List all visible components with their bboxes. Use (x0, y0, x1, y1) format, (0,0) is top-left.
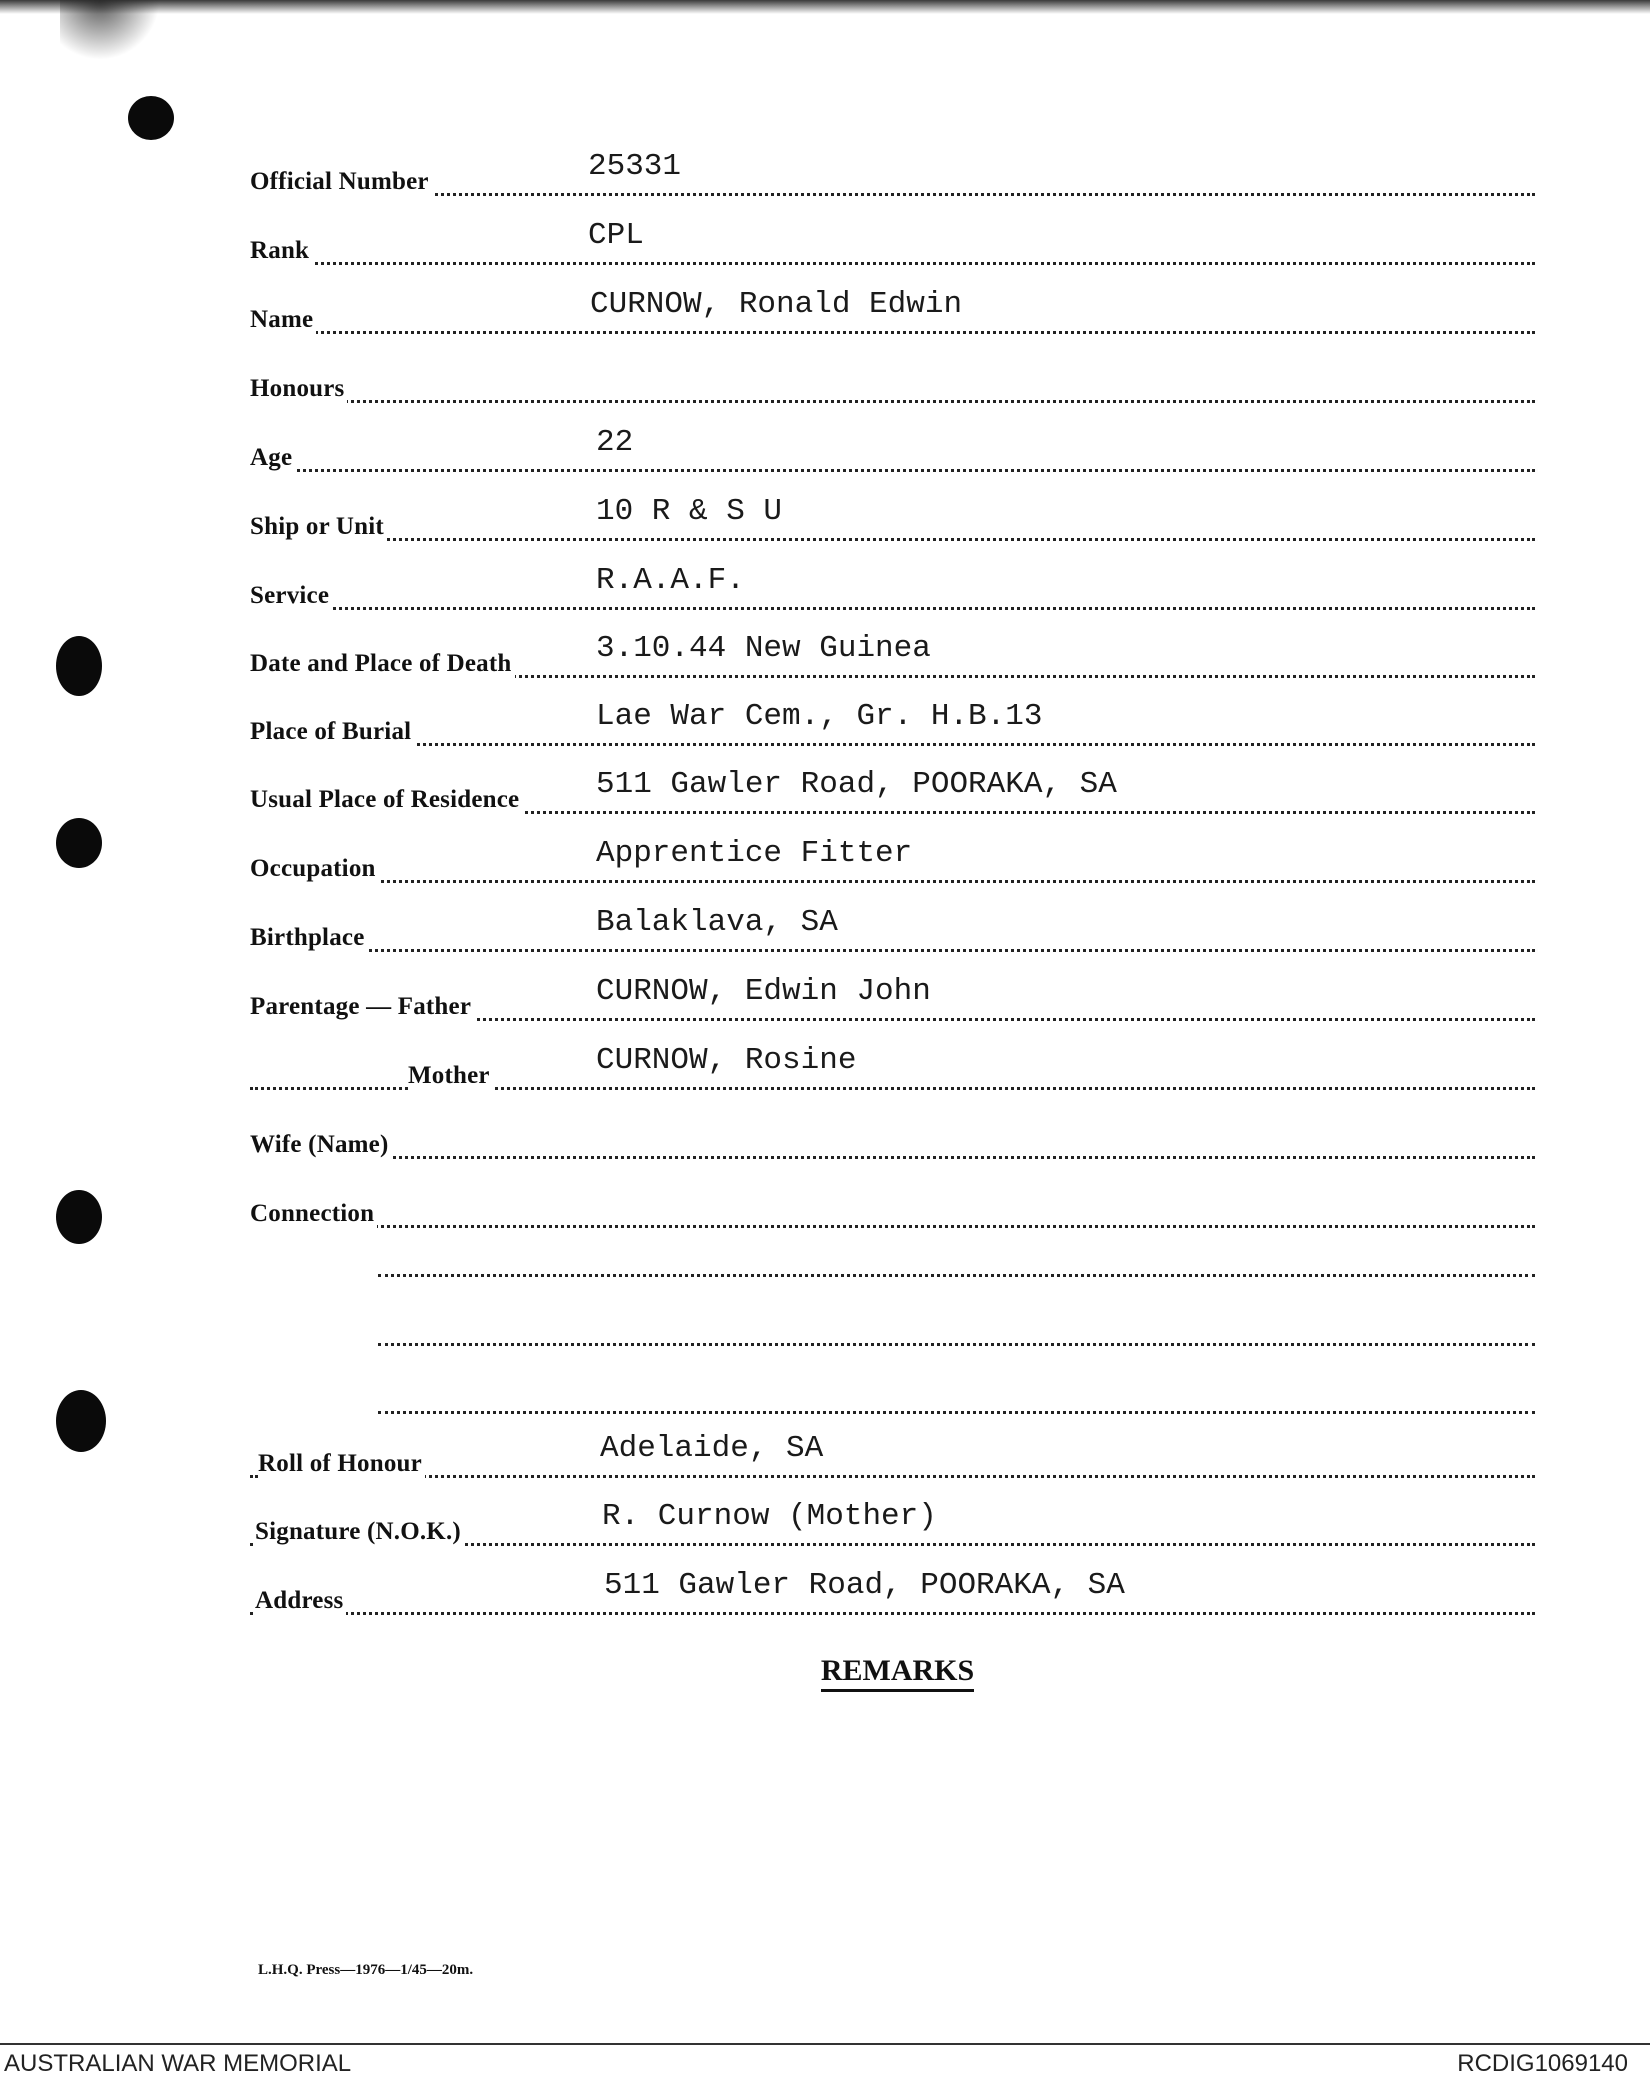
field-honours (250, 347, 1535, 407)
field-birthplace (250, 896, 1535, 956)
field-label: Address (255, 1587, 346, 1615)
dotted-line (250, 743, 1535, 746)
field-value: CPL (588, 218, 644, 253)
remarks-title: REMARKS (821, 1654, 974, 1692)
field-label: Signature (N.O.K.) (255, 1518, 464, 1546)
field-value: 25331 (588, 149, 682, 184)
field-label: Date and Place of Death (250, 650, 515, 678)
dotted-line (250, 1612, 1535, 1615)
field-label: Parentage — Father (250, 993, 474, 1021)
field-value: 3.10.44 New Guinea (596, 631, 931, 666)
field-value: 511 Gawler Road, POORAKA, SA (596, 767, 1117, 802)
field-label: Rank (250, 237, 312, 265)
field-label: Honours (250, 375, 347, 403)
field-usual-residence (250, 758, 1535, 818)
field-label: Connection (250, 1200, 377, 1228)
field-label: Name (250, 306, 316, 334)
dotted-line (250, 1475, 1535, 1478)
field-value: R.A.A.F. (596, 563, 745, 598)
footer-divider (0, 2043, 1650, 2045)
field-value: Lae War Cem., Gr. H.B.13 (596, 699, 1043, 734)
field-label: Mother (408, 1062, 493, 1090)
scan-edge-top (0, 0, 1650, 14)
dotted-line (250, 538, 1535, 541)
field-age (250, 416, 1535, 476)
field-parentage-mother (250, 1034, 1535, 1094)
punch-hole (56, 636, 102, 696)
dotted-line (250, 1156, 1535, 1159)
field-value: R. Curnow (Mother) (602, 1499, 937, 1534)
dotted-line (250, 262, 1535, 265)
field-label: Occupation (250, 855, 379, 883)
field-label: Wife (Name) (250, 1131, 392, 1159)
field-label: Birthplace (250, 924, 368, 952)
field-value: 511 Gawler Road, POORAKA, SA (604, 1568, 1125, 1603)
record-id: RCDIG1069140 (1457, 2050, 1628, 2077)
dotted-line (250, 331, 1535, 334)
field-place-of-burial (250, 690, 1535, 750)
dotted-line (250, 949, 1535, 952)
punch-hole (56, 1190, 102, 1244)
field-value: CURNOW, Edwin John (596, 974, 931, 1009)
dotted-line (250, 469, 1535, 472)
field-label: Place of Burial (250, 718, 414, 746)
field-signature-nok (250, 1490, 1535, 1550)
archive-credit: AUSTRALIAN WAR MEMORIAL (4, 2050, 352, 2077)
field-value: 10 R & S U (596, 494, 783, 529)
field-label: Ship or Unit (250, 513, 387, 541)
dotted-line (250, 607, 1535, 610)
connection-continuation-line (378, 1411, 1535, 1414)
field-parentage-father (250, 965, 1535, 1025)
field-name (250, 278, 1535, 338)
field-value: Balaklava, SA (596, 905, 838, 940)
dotted-line (250, 1225, 1535, 1228)
field-official-number (250, 140, 1535, 200)
field-label: Usual Place of Residence (250, 786, 522, 814)
field-rank (250, 209, 1535, 269)
field-value: Adelaide, SA (600, 1431, 824, 1466)
field-occupation (250, 827, 1535, 887)
field-wife-name (250, 1103, 1535, 1163)
remarks-heading (0, 1654, 1650, 1688)
field-label: Age (250, 444, 295, 472)
field-ship-or-unit (250, 485, 1535, 545)
connection-continuation-line (378, 1343, 1535, 1346)
dotted-line (250, 193, 1535, 196)
field-value: Apprentice Fitter (596, 836, 913, 871)
press-mark: L.H.Q. Press—1976—1/45—20m. (258, 1962, 474, 1978)
field-label: Official Number (250, 168, 432, 196)
field-connection (250, 1172, 1535, 1232)
dotted-line (250, 880, 1535, 883)
punch-hole (128, 96, 174, 140)
connection-continuation-line (378, 1274, 1535, 1277)
dotted-line (250, 400, 1535, 403)
field-value: CURNOW, Rosine (596, 1043, 857, 1078)
field-service (250, 554, 1535, 614)
punch-hole (56, 818, 102, 868)
field-roll-of-honour (250, 1422, 1535, 1482)
scan-smudge (60, 0, 160, 60)
field-date-place-of-death (250, 622, 1535, 682)
field-value: CURNOW, Ronald Edwin (590, 287, 963, 322)
field-label: Roll of Honour (258, 1450, 425, 1478)
field-label: Service (250, 582, 332, 610)
field-address (250, 1559, 1535, 1619)
punch-hole (56, 1390, 106, 1452)
field-value: 22 (596, 425, 634, 460)
